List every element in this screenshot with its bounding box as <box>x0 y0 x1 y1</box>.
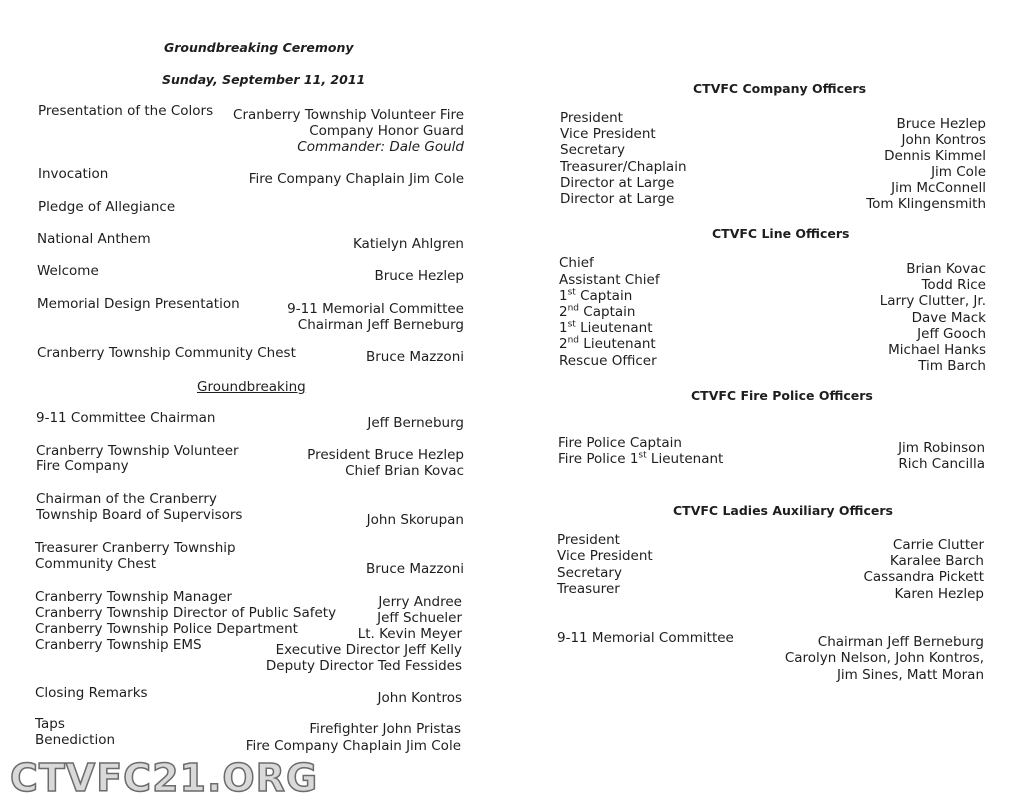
program-item-name: Jeff Schueler <box>377 610 462 626</box>
officer-role: 2nd Lieutenant <box>559 335 656 352</box>
section-heading: CTVFC Fire Police Officers <box>691 388 873 403</box>
officer-name: Carolyn Nelson, John Kontros, <box>784 650 984 666</box>
officer-name: Tim Barch <box>918 358 986 374</box>
program-item-name: Company Honor Guard <box>309 123 464 139</box>
officer-name: Michael Hanks <box>888 342 986 358</box>
officer-role: Rescue Officer <box>559 353 657 369</box>
officer-name: Chairman Jeff Berneburg <box>817 634 984 650</box>
officer-name: Carrie Clutter <box>892 537 984 553</box>
program-item-name: Lt. Kevin Meyer <box>357 626 462 642</box>
officer-name: Cassandra Pickett <box>863 569 984 585</box>
program-item-name: Katielyn Ahlgren <box>352 236 464 252</box>
program-item-name: John Skorupan <box>366 512 464 528</box>
officer-role: Treasurer/Chaplain <box>560 159 687 175</box>
officer-name: Karen Hezlep <box>894 586 984 602</box>
officer-role: 9-11 Memorial Committee <box>557 630 734 646</box>
program-item-name: John Kontros <box>377 690 462 706</box>
officer-role: Vice President <box>557 548 653 564</box>
officer-role: President <box>560 110 623 126</box>
program-item-name: Commander: Dale Gould <box>297 139 464 155</box>
program-item-role: Cranberry Township Director of Public Safety <box>35 605 337 621</box>
program-item-name: 9-11 Memorial Committee <box>287 301 464 317</box>
officer-name: Jim Sines, Matt Moran <box>836 667 984 683</box>
program-item-role: Chairman of the Cranberry <box>36 491 217 507</box>
program-item-role: Fire Company <box>36 458 129 474</box>
officer-role: Director at Large <box>560 175 675 191</box>
officer-role: President <box>557 532 620 548</box>
program-item-name: President Bruce Hezlep <box>307 447 464 463</box>
program-title: Groundbreaking Ceremony <box>164 40 354 55</box>
officer-name: Dave Mack <box>911 310 986 326</box>
program-item-name: Jerry Andree <box>378 594 462 610</box>
program-item-role: Presentation of the Colors <box>38 103 214 119</box>
program-item-name: Executive Director Jeff Kelly <box>275 642 462 658</box>
program-item-role: Benediction <box>35 732 116 748</box>
program-item-role: 9-11 Committee Chairman <box>36 410 216 426</box>
officer-role: Secretary <box>560 142 625 158</box>
section-heading: CTVFC Line Officers <box>712 226 850 241</box>
officer-name: Brian Kovac <box>906 261 986 277</box>
section-heading: CTVFC Company Officers <box>693 81 867 96</box>
officer-role: Treasurer <box>557 581 620 597</box>
section-heading: CTVFC Ladies Auxiliary Officers <box>673 503 893 518</box>
officer-role: Fire Police Captain <box>558 435 682 451</box>
officer-role: Vice President <box>560 126 656 142</box>
officer-name: Karalee Barch <box>889 553 984 569</box>
officer-name: Rich Cancilla <box>898 456 985 472</box>
program-item-name: Bruce Mazzoni <box>365 561 464 577</box>
officer-role: Secretary <box>557 565 622 581</box>
program-item-role: Closing Remarks <box>35 685 148 701</box>
officer-role: Assistant Chief <box>559 272 660 288</box>
program-item-role: National Anthem <box>37 231 151 247</box>
program-item-name: Bruce Mazzoni <box>365 349 464 365</box>
officer-name: Jeff Gooch <box>917 326 986 342</box>
officer-role: Chief <box>559 255 594 271</box>
program-item-role: Cranberry Township Manager <box>35 589 233 605</box>
program-item-role: Cranberry Township Community Chest <box>37 345 296 361</box>
program-item-role: Memorial Design Presentation <box>37 296 240 312</box>
officer-name: Larry Clutter, Jr. <box>879 293 986 309</box>
program-item-name: Chief Brian Kovac <box>345 463 464 479</box>
program-item-role: Welcome <box>37 263 99 279</box>
program-item-name: Fire Company Chaplain Jim Cole <box>245 738 461 754</box>
officer-name: Jim Cole <box>931 164 986 180</box>
program-item-role: Cranberry Township Police Department <box>35 621 298 637</box>
program-item-role: Taps <box>35 716 65 732</box>
officer-name: Dennis Kimmel <box>884 148 986 164</box>
officer-role: 1st Captain <box>559 287 633 304</box>
officer-name: Bruce Hezlep <box>896 116 986 132</box>
officer-role: 1st Lieutenant <box>559 319 653 336</box>
program-item-name: Fire Company Chaplain Jim Cole <box>248 171 464 187</box>
officer-name: Jim Robinson <box>898 440 985 456</box>
program-item-role: Invocation <box>38 166 109 182</box>
section-subheading: Groundbreaking <box>197 379 306 395</box>
program-item-name: Firefighter John Pristas <box>309 721 461 737</box>
officer-role: Director at Large <box>560 191 675 207</box>
officer-name: Todd Rice <box>921 277 986 293</box>
program-item-role: Cranberry Township Volunteer <box>36 443 239 459</box>
program-item-role: Treasurer Cranberry Township <box>35 540 236 556</box>
site-watermark: CTVFC21.ORG <box>10 756 319 800</box>
program-item-role: Community Chest <box>35 556 157 572</box>
program-item-name: Chairman Jeff Berneburg <box>297 317 464 333</box>
officer-name: Jim McConnell <box>891 180 986 196</box>
program-item-name: Cranberry Township Volunteer Fire <box>233 107 464 123</box>
officer-role: Fire Police 1st Lieutenant <box>558 450 724 467</box>
officer-name: John Kontros <box>901 132 986 148</box>
program-item-name: Deputy Director Ted Fessides <box>265 658 462 674</box>
program-item-role: Pledge of Allegiance <box>38 199 176 215</box>
officer-name: Tom Klingensmith <box>866 196 986 212</box>
officer-role: 2nd Captain <box>559 303 636 320</box>
program-date: Sunday, September 11, 2011 <box>162 72 366 87</box>
program-item-role: Cranberry Township EMS <box>35 637 202 653</box>
program-item-name: Bruce Hezlep <box>374 268 464 284</box>
program-item-name: Jeff Berneburg <box>367 415 464 431</box>
program-item-role: Township Board of Supervisors <box>36 507 243 523</box>
